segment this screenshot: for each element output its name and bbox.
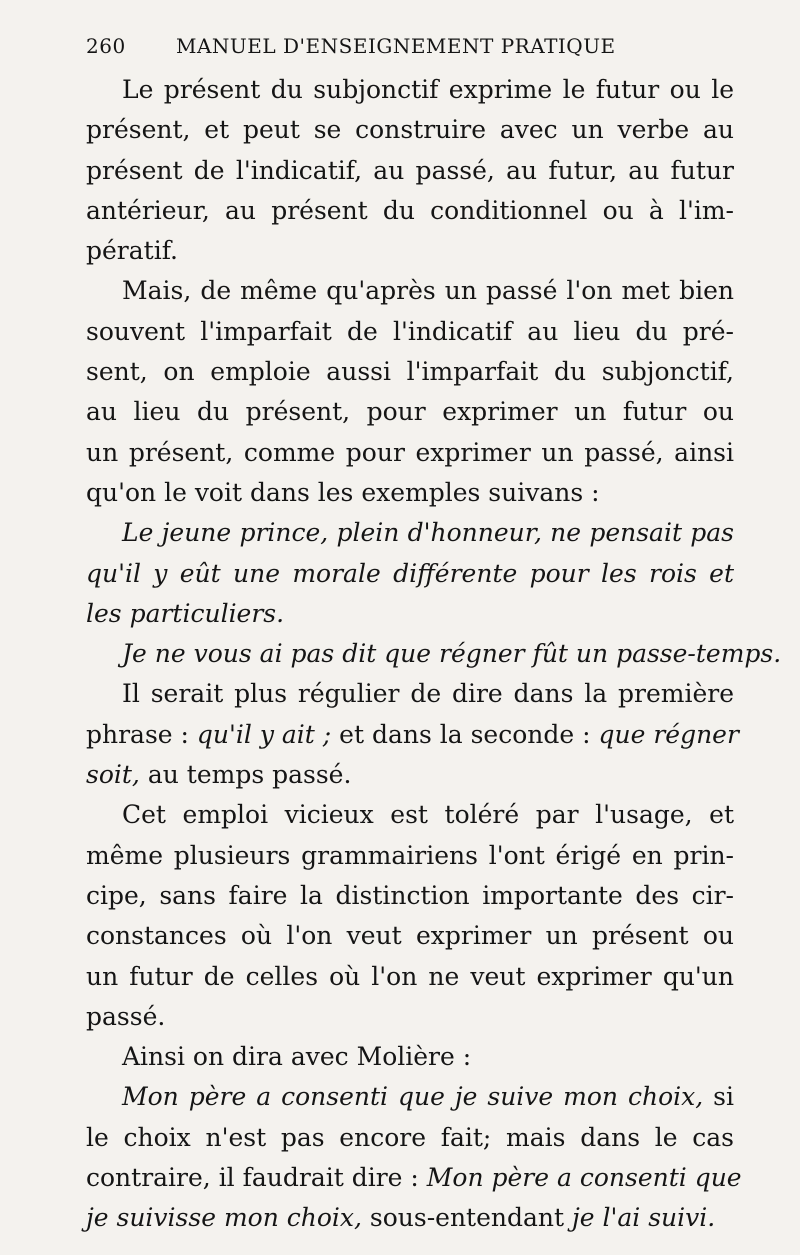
example-quote-1 [86, 513, 734, 634]
mixed-line [86, 755, 734, 795]
mixed-line [86, 715, 739, 755]
italic-run: je l'ai suivi. [572, 1203, 716, 1233]
italic-run: qu'il y ait ; [196, 719, 332, 749]
mixed-line [86, 1158, 742, 1198]
italic-run: que régner [598, 719, 739, 749]
text-run: phrase : [86, 719, 197, 749]
text-line: Cet emploi vicieux est toléré par l'usage, et [122, 800, 734, 830]
text-run: contraire, il faudrait dire : [86, 1163, 427, 1193]
mixed-line [86, 1077, 734, 1117]
text-run: au temps passé. [139, 760, 352, 790]
text-line: Le présent du subjonctif exprime le futur ou le [122, 75, 734, 104]
text-line: qu'on le voit dans les exemples suivans : [86, 477, 600, 507]
paragraph-2 [86, 271, 734, 513]
text-line: au lieu du présent, pour exprimer un futur ou [86, 397, 734, 427]
text-line: un futur de celles où l'on ne veut exprimer qu'un [86, 961, 734, 991]
text-line: Il serait plus régulier de dire dans la première [122, 679, 734, 709]
paragraph-3 [86, 674, 739, 795]
text-line: pératif. [86, 236, 179, 266]
text-line: constances où l'on veut exprimer un présent ou [86, 921, 734, 951]
text-run: si [703, 1082, 734, 1112]
italic-run: Mon père a consenti que [426, 1163, 742, 1193]
text-line: sent, on emploie aussi l'imparfait du subjonctif, [86, 357, 734, 387]
paragraph-6 [86, 1077, 742, 1238]
paragraph-1 [86, 70, 734, 271]
paragraph-5 [86, 1037, 734, 1077]
text-line: souvent l'imparfait de l'indicatif au lieu du pré- [86, 316, 734, 346]
text-line: antérieur, au présent du conditionnel ou à l'im- [86, 195, 734, 225]
italic-line: les particuliers. [86, 598, 285, 628]
italic-run: soit, [86, 760, 140, 790]
text-run: et dans la seconde : [331, 719, 599, 749]
italic-line: Je ne vous ai pas dit que régner fût un passe-temps. [122, 639, 782, 669]
text-line: le choix n'est pas encore fait; mais dans le cas [86, 1122, 734, 1152]
italic-line: Le jeune prince, plein d'honneur, ne pensait pas [122, 518, 734, 548]
text-line: Mais, de même qu'après un passé l'on met bien [122, 276, 734, 306]
text-line: présent, et peut se construire avec un verbe au [86, 115, 734, 145]
text-line: cipe, sans faire la distinction importante des cir- [86, 880, 734, 910]
text-line: passé. [86, 1001, 166, 1031]
paragraph-4 [86, 795, 734, 1037]
italic-line: qu'il y eût une morale différente pour les rois et [86, 558, 734, 588]
text-line: présent de l'indicatif, au passé, au futur, au futur [86, 155, 734, 185]
text-line: Ainsi on dira avec Molière : [122, 1042, 472, 1072]
example-quote-2 [86, 634, 782, 674]
running-title: MANUEL D'ENSEIGNEMENT PRATIQUE [176, 34, 616, 58]
italic-run: Mon père a consenti que je suive mon choix, [122, 1082, 704, 1112]
italic-run: je suivisse mon choix, [86, 1203, 362, 1233]
text-line: un présent, comme pour exprimer un passé, ainsi [86, 437, 734, 467]
running-header [86, 34, 746, 66]
page-body [86, 70, 782, 1239]
mixed-line [86, 1198, 734, 1238]
text-run: sous-entendant [361, 1203, 572, 1233]
text-line: même plusieurs grammairiens l'ont érigé en prin- [86, 840, 734, 870]
page-number: 260 [86, 34, 126, 58]
